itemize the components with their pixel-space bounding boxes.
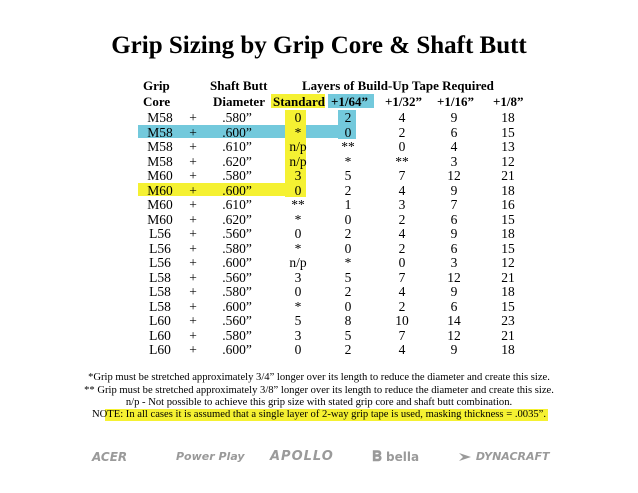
plus-1-16-layers-cell: 12 xyxy=(447,269,461,285)
header-diameter: Diameter xyxy=(213,94,265,109)
bella-logo-text: bella xyxy=(386,450,420,464)
grip-core-cell: L60 xyxy=(149,313,171,328)
standard-layers-cell: * xyxy=(294,211,302,227)
plus-1-64-layers-cell: ** xyxy=(341,139,355,154)
bella-logo xyxy=(372,446,419,468)
shaft-diameter-cell: .560” xyxy=(222,226,252,241)
plus-1-8-layers-cell: 12 xyxy=(501,153,515,169)
plus-1-16-layers-cell: 9 xyxy=(450,110,458,125)
grip-core-cell: M60 xyxy=(147,182,173,198)
plus-1-8-layers-cell: 15 xyxy=(501,124,515,140)
plus-1-16-layers-cell: 12 xyxy=(447,168,461,183)
plus-1-64-layers-cell: 2 xyxy=(344,226,352,241)
grip-core-cell: L58 xyxy=(149,284,171,299)
standard-layers-cell: 3 xyxy=(294,168,302,183)
standard-layers-cell: 0 xyxy=(294,284,302,299)
plus-1-8-layers-cell: 15 xyxy=(501,298,515,314)
plus-1-64-layers-cell: * xyxy=(344,255,352,270)
plus-sign-cell: + xyxy=(189,211,197,227)
standard-layers-cell: n/p xyxy=(289,153,307,169)
plus-sign-cell: + xyxy=(189,182,197,198)
header-core: Core xyxy=(143,94,171,109)
plus-1-64-layers-cell: 0 xyxy=(344,298,352,314)
acer-logo-text: ACER xyxy=(92,450,128,464)
plus-sign-cell: + xyxy=(189,124,197,140)
shaft-diameter-cell: .580” xyxy=(222,327,252,343)
header-standard: Standard xyxy=(273,94,326,109)
note-double-star: ** Grip must be stretched approximately 3/8” longer over its length to reduce the diameter and create this size. xyxy=(84,385,554,396)
dynacraft-logo xyxy=(458,446,550,468)
shaft-diameter-cell: .600” xyxy=(222,255,252,270)
plus-1-32-layers-cell: 3 xyxy=(398,197,406,212)
plus-sign-cell: + xyxy=(189,269,197,285)
header-plus-1-16: +1/16” xyxy=(437,94,475,109)
plus-1-16-layers-cell: 6 xyxy=(450,240,458,256)
shaft-diameter-cell: .560” xyxy=(222,313,252,328)
shaft-diameter-cell: .600” xyxy=(222,124,252,140)
plus-1-64-layers-cell: 0 xyxy=(344,211,352,227)
plus-1-8-layers-cell: 21 xyxy=(501,327,515,343)
plus-1-64-layers-cell: 5 xyxy=(344,269,352,285)
plus-1-32-layers-cell: 4 xyxy=(398,182,406,198)
dynacraft-logo-text: DYNACRAFT xyxy=(475,450,550,463)
standard-layers-cell: * xyxy=(294,124,302,140)
standard-layers-cell: 0 xyxy=(294,226,302,241)
plus-1-64-layers-cell: 2 xyxy=(344,110,352,125)
header-grip: Grip xyxy=(143,78,170,93)
plus-1-16-layers-cell: 14 xyxy=(447,313,461,328)
plus-1-64-layers-cell: 2 xyxy=(344,182,352,198)
plus-1-64-layers-cell: 8 xyxy=(344,313,352,328)
plus-1-8-layers-cell: 12 xyxy=(501,255,515,270)
apollo-logo xyxy=(270,446,334,468)
shaft-diameter-cell: .600” xyxy=(222,182,252,198)
plus-1-32-layers-cell: 4 xyxy=(398,284,406,299)
shaft-diameter-cell: .610” xyxy=(222,139,252,154)
plus-1-8-layers-cell: 18 xyxy=(501,284,515,299)
plus-1-32-layers-cell: 0 xyxy=(398,139,406,154)
grip-core-cell: M58 xyxy=(147,110,173,125)
plus-1-8-layers-cell: 21 xyxy=(501,269,515,285)
shaft-diameter-cell: .600” xyxy=(222,298,252,314)
shaft-diameter-cell: .580” xyxy=(222,240,252,256)
plus-1-8-layers-cell: 15 xyxy=(501,240,515,256)
header-layers-title: Layers of Build-Up Tape Required xyxy=(302,78,494,93)
shaft-diameter-cell: .580” xyxy=(222,110,252,125)
plus-sign-cell: + xyxy=(189,342,197,357)
plus-1-32-layers-cell: 0 xyxy=(398,255,406,270)
shaft-diameter-cell: .560” xyxy=(222,269,252,285)
plus-sign-cell: + xyxy=(189,298,197,314)
plus-1-16-layers-cell: 9 xyxy=(450,226,458,241)
plus-1-8-layers-cell: 18 xyxy=(501,182,515,198)
shaft-diameter-cell: .610” xyxy=(222,197,252,212)
standard-layers-cell: 0 xyxy=(294,110,302,125)
plus-1-8-layers-cell: 23 xyxy=(501,313,515,328)
power-play-logo-text: Power Play xyxy=(176,450,245,463)
plus-1-32-layers-cell: 10 xyxy=(395,313,409,328)
grip-core-cell: L58 xyxy=(149,298,171,314)
table-row xyxy=(0,342,638,358)
grip-core-cell: L60 xyxy=(149,327,171,343)
plus-1-8-layers-cell: 15 xyxy=(501,211,515,227)
plus-1-32-layers-cell: 7 xyxy=(398,269,406,285)
plus-1-8-layers-cell: 16 xyxy=(501,197,515,212)
standard-layers-cell: n/p xyxy=(289,255,307,270)
plus-1-16-layers-cell: 6 xyxy=(450,211,458,227)
plus-sign-cell: + xyxy=(189,284,197,299)
plus-1-16-layers-cell: 9 xyxy=(450,342,458,357)
grip-core-cell: L56 xyxy=(149,240,171,256)
grip-core-cell: M58 xyxy=(147,153,173,169)
plus-1-64-layers-cell: 5 xyxy=(344,168,352,183)
plus-1-64-layers-cell: 2 xyxy=(344,342,352,357)
plus-sign-cell: + xyxy=(189,110,197,125)
plus-1-32-layers-cell: 2 xyxy=(398,298,406,314)
plus-1-32-layers-cell: 7 xyxy=(398,327,406,343)
plus-1-16-layers-cell: 3 xyxy=(450,153,458,169)
plus-1-8-layers-cell: 18 xyxy=(501,226,515,241)
shaft-diameter-cell: .580” xyxy=(222,168,252,183)
plus-1-16-layers-cell: 9 xyxy=(450,182,458,198)
dynacraft-arrow-icon xyxy=(458,451,472,463)
grip-core-cell: M60 xyxy=(147,197,173,212)
plus-1-64-layers-cell: 5 xyxy=(344,327,352,343)
note-not-possible: n/p - Not possible to achieve this grip size with stated grip core and shaft butt combination. xyxy=(125,397,513,408)
plus-1-64-layers-cell: 0 xyxy=(344,240,352,256)
plus-sign-cell: + xyxy=(189,168,197,183)
note-tape-assumption: NOTE: In all cases it is assumed that a single layer of 2-way grip tape is used, masking thickness = .0035”. xyxy=(91,409,547,420)
shaft-diameter-cell: .580” xyxy=(222,284,252,299)
plus-1-8-layers-cell: 21 xyxy=(501,168,515,183)
grip-core-cell: M58 xyxy=(147,139,173,154)
acer-logo xyxy=(92,446,127,468)
standard-layers-cell: 5 xyxy=(294,313,302,328)
apollo-logo-text: APOLLO xyxy=(270,449,334,464)
standard-layers-cell: 3 xyxy=(294,269,302,285)
standard-layers-cell: * xyxy=(294,240,302,256)
plus-sign-cell: + xyxy=(189,240,197,256)
brand-logos xyxy=(0,446,638,468)
plus-1-8-layers-cell: 18 xyxy=(501,110,515,125)
header-plus-1-8: +1/8” xyxy=(493,94,524,109)
grip-core-cell: L60 xyxy=(149,342,171,357)
bella-b-icon: 𝐁 xyxy=(372,449,382,465)
plus-1-32-layers-cell: ** xyxy=(395,153,409,169)
grip-core-cell: L58 xyxy=(149,269,171,285)
plus-1-32-layers-cell: 7 xyxy=(398,168,406,183)
plus-sign-cell: + xyxy=(189,313,197,328)
plus-1-32-layers-cell: 4 xyxy=(398,342,406,357)
grip-core-cell: L56 xyxy=(149,226,171,241)
header-plus-1-64: +1/64” xyxy=(331,94,369,109)
standard-layers-cell: ** xyxy=(291,197,305,212)
plus-1-32-layers-cell: 4 xyxy=(398,226,406,241)
standard-layers-cell: 0 xyxy=(294,182,302,198)
plus-1-64-layers-cell: 0 xyxy=(344,124,352,140)
plus-sign-cell: + xyxy=(189,226,197,241)
standard-layers-cell: 0 xyxy=(294,342,302,357)
plus-1-8-layers-cell: 13 xyxy=(501,139,515,154)
header-plus-1-32: +1/32” xyxy=(385,94,423,109)
grip-core-cell: M60 xyxy=(147,211,173,227)
standard-layers-cell: * xyxy=(294,298,302,314)
plus-sign-cell: + xyxy=(189,327,197,343)
header-shaft-butt: Shaft Butt xyxy=(210,78,268,93)
shaft-diameter-cell: .600” xyxy=(222,342,252,357)
plus-sign-cell: + xyxy=(189,139,197,154)
plus-1-32-layers-cell: 2 xyxy=(398,240,406,256)
plus-1-64-layers-cell: 2 xyxy=(344,284,352,299)
standard-layers-cell: 3 xyxy=(294,327,302,343)
plus-1-16-layers-cell: 12 xyxy=(447,327,461,343)
plus-1-16-layers-cell: 7 xyxy=(450,197,458,212)
plus-1-32-layers-cell: 2 xyxy=(398,211,406,227)
shaft-diameter-cell: .620” xyxy=(222,211,252,227)
plus-1-8-layers-cell: 18 xyxy=(501,342,515,357)
grip-core-cell: L56 xyxy=(149,255,171,270)
plus-1-16-layers-cell: 3 xyxy=(450,255,458,270)
shaft-diameter-cell: .620” xyxy=(222,153,252,169)
plus-sign-cell: + xyxy=(189,153,197,169)
plus-sign-cell: + xyxy=(189,255,197,270)
plus-1-16-layers-cell: 9 xyxy=(450,284,458,299)
grip-core-cell: M58 xyxy=(147,124,173,140)
plus-1-64-layers-cell: 1 xyxy=(344,197,352,212)
standard-layers-cell: n/p xyxy=(289,139,307,154)
plus-1-32-layers-cell: 4 xyxy=(398,110,406,125)
grip-core-cell: M60 xyxy=(147,168,173,183)
power-play-logo xyxy=(176,446,245,468)
plus-1-64-layers-cell: * xyxy=(344,153,352,169)
plus-1-16-layers-cell: 6 xyxy=(450,124,458,140)
plus-1-32-layers-cell: 2 xyxy=(398,124,406,140)
page-title: Grip Sizing by Grip Core & Shaft Butt xyxy=(111,32,527,59)
plus-sign-cell: + xyxy=(189,197,197,212)
plus-1-16-layers-cell: 6 xyxy=(450,298,458,314)
note-single-star: *Grip must be stretched approximately 3/4” longer over its length to reduce the diameter and create this size. xyxy=(88,372,550,383)
plus-1-16-layers-cell: 4 xyxy=(450,139,458,154)
